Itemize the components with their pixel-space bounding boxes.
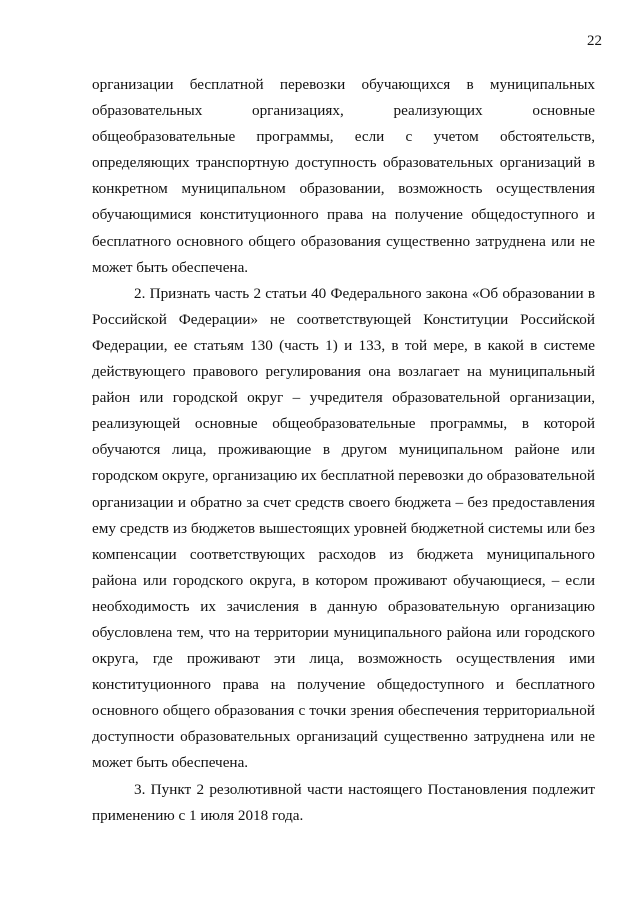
paragraph-item-3: 3. Пункт 2 резолютивной части настоящего Постановления подлежит применению с 1 июля 2018 года. (92, 780, 595, 824)
page-number: 22 (587, 33, 602, 49)
paragraph-continuation: организации бесплатной перевозки обучающихся в муниципальных образовательных организациях, реализующих основные общеобразовательные программы, если с учетом обстоятельств, определяющих транспортную доступность образовательных организаций в конкретном муниципальном образовании, возможность осуществления обучающимися конституционного права на получение общедоступного и бесплатного основного общего образования существенно затруднена или не может быть обеспечена. (92, 76, 595, 276)
document-body (92, 72, 595, 829)
paragraph-item-2: 2. Признать часть 2 статьи 40 Федерального закона «Об образовании в Российской Федерации» не соответствующей Конституции Российской Федерации, ее статьям 130 (часть 1) и 133, в той мере, в какой в системе действующего правового регулирования она возлагает на муниципальный район или городской округ – учредителя образовательной организации, реализующей основные общеобразовательные программы, в которой обучаются лица, проживающие в другом муниципальном районе или городском округе, организацию их бесплатной перевозки до образовательной организации и обратно за счет средств своего бюджета – без предоставления ему средств из бюджетов вышестоящих уровней бюджетной системы или без компенсации соответствующих расходов из бюджета муниципального района или городского округа, в котором проживают обучающиеся, – если необходимость их зачисления в данную образовательную организацию обусловлена тем, что на территории муниципального района или городского округа, где проживают эти лица, возможность осуществления ими конституционного права на получение общедоступного и бесплатного основного общего образования с точки зрения обеспечения территориальной доступности образовательных организаций существенно затруднена или не может быть обеспечена. (92, 284, 595, 772)
